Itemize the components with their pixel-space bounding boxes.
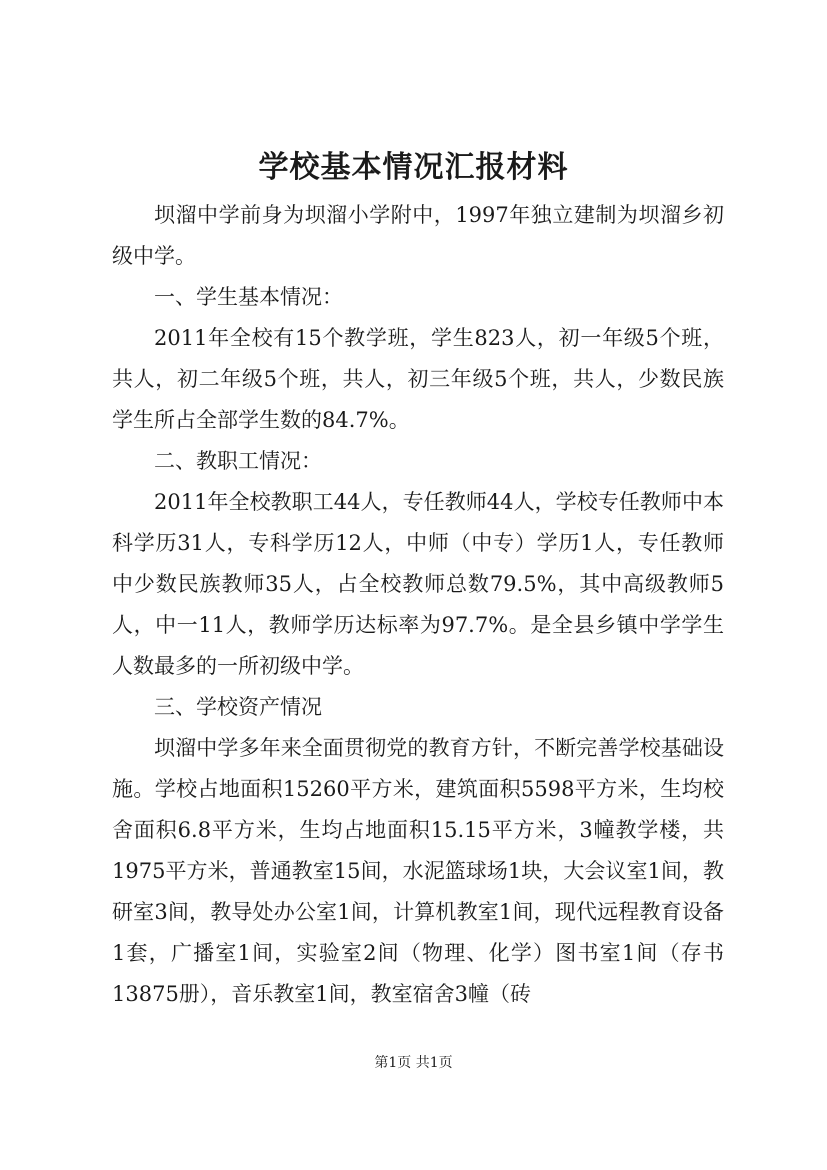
- paragraph-intro: 坝溜中学前身为坝溜小学附中，1997年独立建制为坝溜乡初级中学。: [112, 203, 724, 268]
- paragraph-assets: 坝溜中学多年来全面贯彻党的教育方针，不断完善学校基础设施。学校占地面积15260平方米，建筑面积5598平方米，生均校舍面积6.8平方米，生均占地面积15.15平方米，3幢教学楼，共1975平方米，普通教室15间，水泥篮球场1块，大会议室1间，教研室3间，教导处办公室1间，计算机教室1间，现代远程教育设备1套，广播室1间，实验室2间（物理、化学）图书室1间（存书13875册），音乐教室1间，教室宿舍3幢（砖: [112, 736, 724, 1006]
- heading-student-info: 一、学生基本情况：: [154, 285, 343, 309]
- heading-staff-info: 二、教职工情况：: [154, 449, 322, 473]
- heading-assets: 三、学校资产情况: [154, 695, 322, 719]
- paragraph-staff-info: 2011年全校教职工44人，专任教师44人，学校专任教师中本科学历31人，专科学历12人，中师（中专）学历1人，专任教师中少数民族教师35人，占全校教师总数79.5%，其中高级教师5人，中一11人，教师学历达标率为97.7%。是全县乡镇中学学生人数最多的一所初级中学。: [112, 490, 724, 678]
- document-body: [112, 195, 724, 1015]
- page-number-footer: 第1页 共1页: [374, 1055, 453, 1071]
- page-title: 学校基本情况汇报材料: [258, 150, 569, 185]
- paragraph-student-info: 2011年全校有15个教学班，学生823人，初一年级5个班，共人，初二年级5个班，共人，初三年级5个班，共人，少数民族学生所占全部学生数的84.7%。: [112, 326, 724, 432]
